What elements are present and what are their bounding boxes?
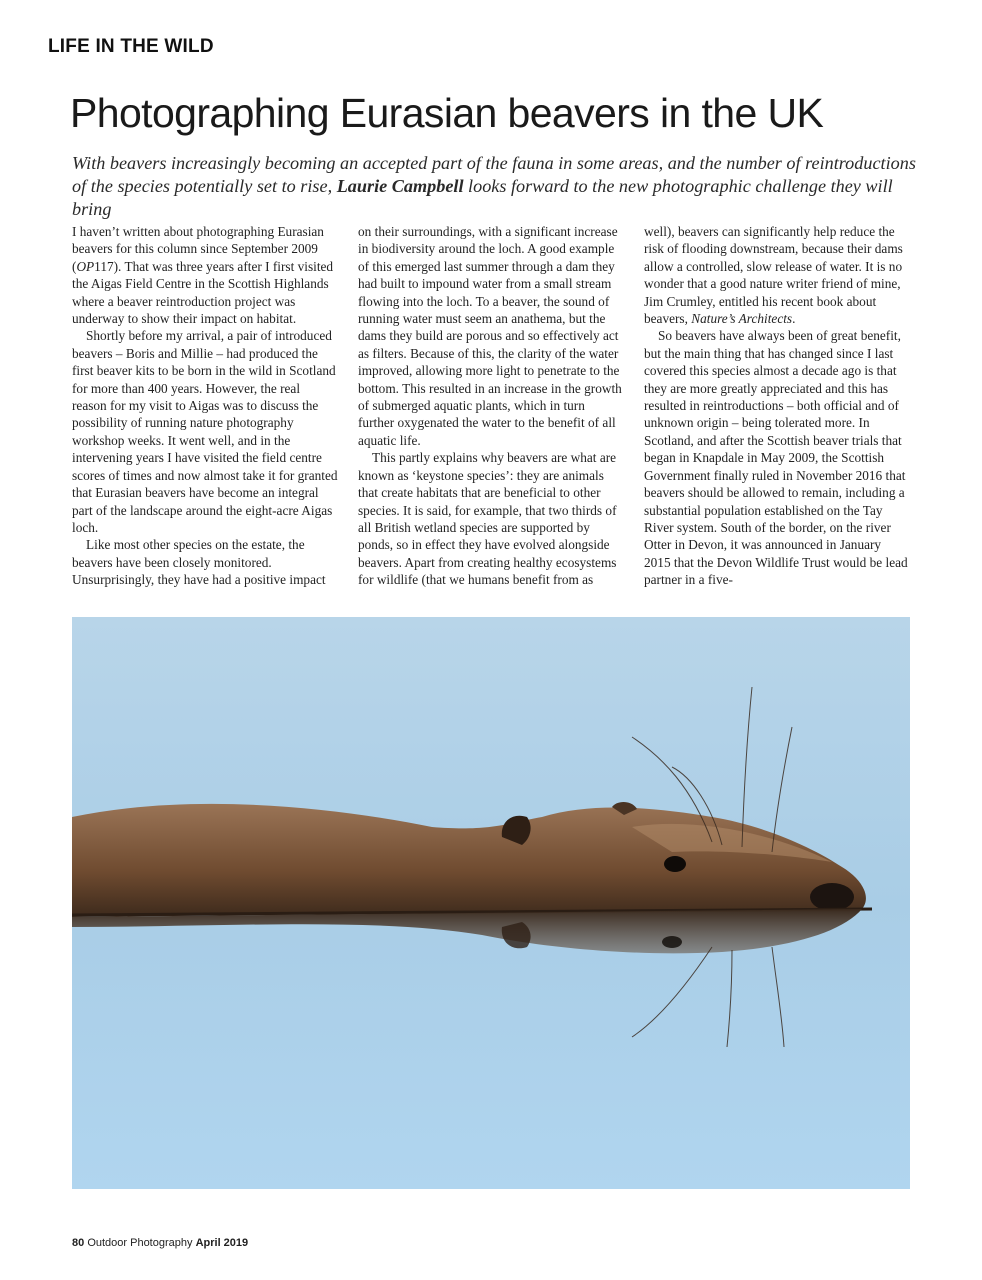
page-footer xyxy=(72,1237,248,1249)
magazine-ref: OP xyxy=(76,258,95,274)
paragraph: This partly explains why beavers are what are known as ‘keystone species’: they are animals that create habitats that are beneficial to other species. It is said, for example, that two thirds of all British wetland species are supported by ponds, so in effect they have evolved alongside beavers. Apart from creating healthy ecosystems for wildlife (that we humans benefit from as xyxy=(358,450,617,588)
body-column-1 xyxy=(72,223,338,589)
page-number: 80 xyxy=(72,1237,85,1249)
magazine-name: Outdoor Photography xyxy=(87,1237,193,1249)
standfirst-text-after: looks forward to the new photographic challenge they will bring xyxy=(72,176,893,219)
paragraph: So beavers have always been of great benefit, but the main thing that has changed since I last covered this species almost a decade ago is that they are more greatly appreciated and this has resulted in reintroductions – both official and of unknown origin – being tolerated more. In Scotland, and after the Scottish beaver trials that began in Knapdale in May 2009, the Scottish Government finally ruled in November 2016 that beavers should be allowed to remain, including a substantial population established on the Tay River system. South of the border, on the river Otter in Devon, it was announced in January 2015 that the Devon Wildlife Trust would be lead partner in a five- xyxy=(644,328,908,588)
paragraph-text: . xyxy=(792,311,796,327)
issue-date: April 2019 xyxy=(195,1237,249,1249)
body-column-3 xyxy=(644,223,910,589)
book-title: Nature’s Architects xyxy=(691,311,793,327)
author-name: Laurie Campbell xyxy=(336,176,464,196)
paragraph: Shortly before my arrival, a pair of introduced beavers – Boris and Millie – had produced the first beaver kits to be born in the wild in Scotland for more than 400 years. However, the real reason for my visit to Aigas was to discuss the possibility of running nature photography workshop weeks. It went well, and in the intervening years I have visited the field centre scores of times and now almost take it for granted that Eurasian beavers have become an integral part of the landscape around the eight-acre Aigas loch. xyxy=(72,328,338,535)
paragraph xyxy=(72,223,338,327)
paragraph-text: 117). That was three years after I first visited the Aigas Field Centre in the Scottish Highlands where a beaver reintroduction project was underway to show their impact on habitat. xyxy=(72,258,334,327)
paragraph: on their surroundings, with a significant increase in biodiversity around the loch. A good example of this emerged last summer through a dam they had built to impound water from a small stream flowing into the loch. To a beaver, the sound of running water must seem an anathema, but the dams they build are porous and so effectively act as filters. Because of this, the clarity of the water improved, allowing more light to penetrate to the bottom. This resulted in an increase in the growth of submerged aquatic plants, which in turn further oxygenated the water to the benefit of all aquatic life. xyxy=(358,224,622,448)
paragraph-text: I haven’t written about photographing Eurasian beavers for this column since September 2009 ( xyxy=(72,224,324,274)
standfirst-text-before: With beavers increasingly becoming an accepted part of the fauna in some areas, and the number of reintroductions of the species potentially set to rise, xyxy=(72,153,916,196)
swimming-beaver-photo-icon xyxy=(72,617,910,1189)
paragraph-text: well), beavers can significantly help reduce the risk of flooding downstream, because their dams allow a controlled, slow release of water. It is no wonder that a good nature writer friend of mine, Jim Crumley, entitled his recent book about beavers, xyxy=(644,224,903,327)
article-headline: Photographing Eurasian beavers in the UK xyxy=(70,90,824,136)
paragraph xyxy=(644,223,910,327)
paragraph: Like most other species on the estate, the beavers have been closely monitored. Unsurprisingly, they have had a positive impact xyxy=(72,537,326,588)
section-label: LIFE IN THE WILD xyxy=(48,36,214,57)
beaver-photo xyxy=(72,617,910,1189)
article-standfirst xyxy=(72,152,922,221)
body-column-2 xyxy=(358,223,624,589)
